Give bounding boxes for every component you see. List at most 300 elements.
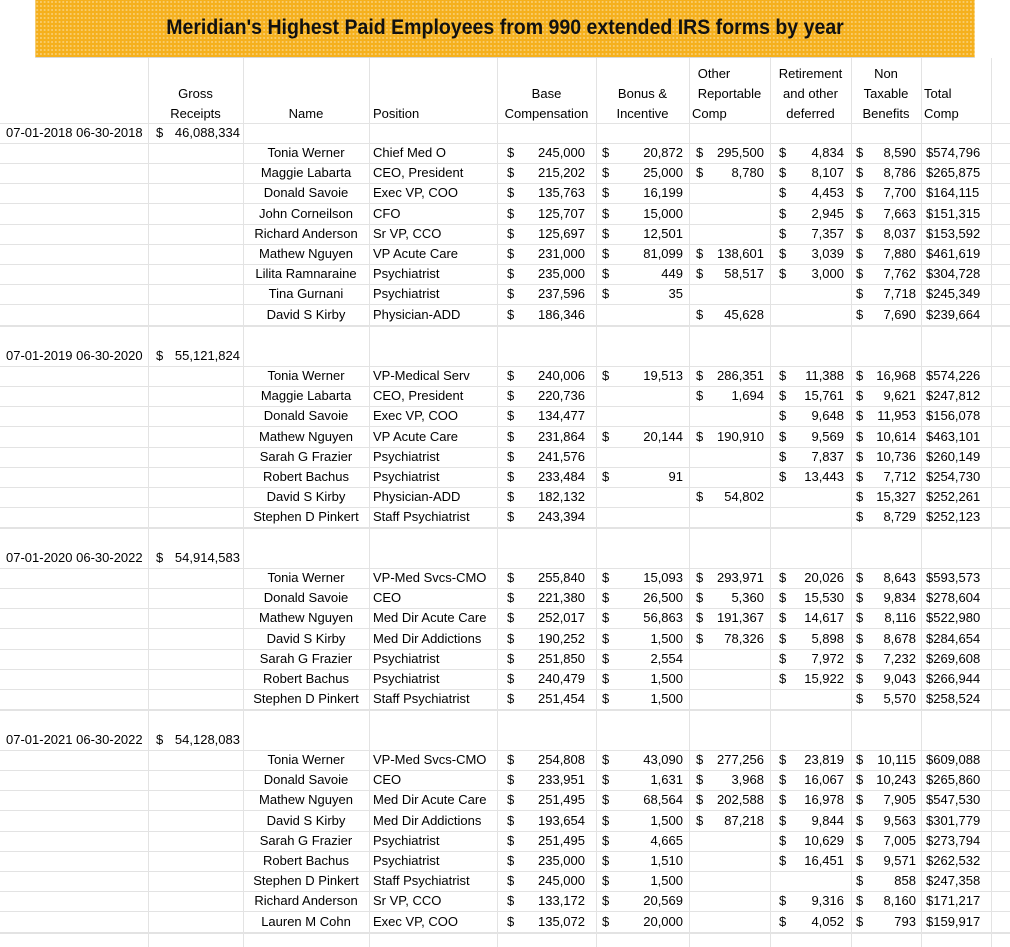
currency-sign: $ — [696, 590, 704, 605]
total-comp-value: $284,654 — [926, 631, 981, 646]
currency-sign: $ — [507, 671, 515, 686]
currency-sign: $ — [779, 266, 787, 281]
nontaxable-value: 7,232 — [883, 651, 916, 666]
employee-name: Mathew Nguyen — [259, 610, 353, 625]
currency-sign: $ — [156, 550, 164, 565]
base-comp-value: 237,596 — [538, 286, 585, 301]
header-nontax-2: Taxable — [863, 86, 909, 101]
base-comp-value: 135,763 — [538, 185, 585, 200]
currency-sign: $ — [856, 691, 864, 706]
total-comp-value: $266,944 — [926, 671, 981, 686]
employee-position: VP Acute Care — [373, 429, 459, 444]
currency-sign: $ — [856, 873, 864, 888]
retirement-value: 15,922 — [804, 671, 844, 686]
currency-sign: $ — [156, 732, 164, 747]
total-comp-value: $245,349 — [926, 286, 981, 301]
currency-sign: $ — [779, 388, 787, 403]
base-comp-value: 135,072 — [538, 914, 585, 929]
currency-sign: $ — [779, 631, 787, 646]
other-comp-value: 54,802 — [724, 489, 764, 504]
currency-sign: $ — [507, 651, 515, 666]
nontaxable-value: 8,678 — [883, 631, 916, 646]
bonus-value: 15,093 — [643, 570, 683, 585]
currency-sign: $ — [779, 570, 787, 585]
total-comp-value: $252,261 — [926, 489, 981, 504]
currency-sign: $ — [507, 449, 515, 464]
currency-sign: $ — [779, 914, 787, 929]
employee-name: Tonia Werner — [267, 752, 345, 767]
currency-sign: $ — [779, 813, 787, 828]
total-comp-value: $461,619 — [926, 246, 981, 261]
retirement-value: 16,067 — [804, 772, 844, 787]
currency-sign: $ — [696, 307, 704, 322]
base-comp-value: 235,000 — [538, 266, 585, 281]
currency-sign: $ — [856, 165, 864, 180]
currency-sign: $ — [507, 429, 515, 444]
nontaxable-value: 16,968 — [876, 368, 916, 383]
employee-name: Mathew Nguyen — [259, 792, 353, 807]
currency-sign: $ — [507, 185, 515, 200]
employee-position: Exec VP, COO — [373, 914, 459, 929]
header-other-2: Reportable — [697, 86, 762, 101]
total-comp-value: $547,530 — [926, 792, 981, 807]
currency-sign: $ — [602, 165, 610, 180]
currency-sign: $ — [507, 165, 515, 180]
employee-name: Tonia Werner — [267, 570, 345, 585]
base-comp-value: 125,707 — [538, 206, 585, 221]
currency-sign: $ — [602, 206, 610, 221]
bonus-value: 68,564 — [643, 792, 683, 807]
currency-sign: $ — [779, 590, 787, 605]
currency-sign: $ — [779, 772, 787, 787]
nontaxable-value: 8,590 — [883, 145, 916, 160]
currency-sign: $ — [602, 246, 610, 261]
bonus-value: 81,099 — [643, 246, 683, 261]
other-comp-value: 87,218 — [724, 813, 764, 828]
currency-sign: $ — [779, 853, 787, 868]
bonus-value: 1,500 — [650, 631, 683, 646]
base-comp-value: 133,172 — [538, 893, 585, 908]
currency-sign: $ — [696, 792, 704, 807]
base-comp-value: 251,495 — [538, 792, 585, 807]
currency-sign: $ — [696, 429, 704, 444]
currency-sign: $ — [779, 671, 787, 686]
currency-sign: $ — [507, 893, 515, 908]
total-comp-value: $574,796 — [926, 145, 981, 160]
currency-sign: $ — [507, 853, 515, 868]
employee-name: Sarah G Frazier — [259, 449, 353, 464]
retirement-value: 3,000 — [811, 266, 844, 281]
sheet-title: Meridian's Highest Paid Employees from 990 extended IRS forms by year — [35, 0, 974, 58]
currency-sign: $ — [507, 631, 515, 646]
employee-position: VP-Medical Serv — [373, 368, 470, 383]
currency-sign: $ — [602, 853, 610, 868]
currency-sign: $ — [779, 185, 787, 200]
retirement-value: 9,569 — [811, 429, 844, 444]
header-nontax-3: Benefits — [862, 106, 910, 121]
base-comp-value: 231,864 — [538, 429, 585, 444]
nontaxable-value: 7,905 — [883, 792, 916, 807]
employee-name: Donald Savoie — [263, 408, 349, 423]
employee-name: Robert Bachus — [263, 853, 349, 868]
currency-sign: $ — [507, 873, 515, 888]
currency-sign: $ — [779, 226, 787, 241]
base-comp-value: 190,252 — [538, 631, 585, 646]
retirement-value: 16,451 — [804, 853, 844, 868]
header-gross-2: Receipts — [170, 106, 221, 121]
employee-position: Med Dir Acute Care — [373, 610, 487, 625]
currency-sign: $ — [507, 833, 515, 848]
currency-sign: $ — [602, 671, 610, 686]
employee-position: Psychiatrist — [373, 266, 440, 281]
currency-sign: $ — [602, 691, 610, 706]
currency-sign: $ — [856, 570, 864, 585]
header-nontax-1: Non — [874, 66, 898, 81]
total-comp-value: $265,860 — [926, 772, 981, 787]
employee-name: Stephen D Pinkert — [253, 691, 359, 706]
employee-position: Physician-ADD — [373, 307, 461, 322]
currency-sign: $ — [507, 590, 515, 605]
employee-name: Sarah G Frazier — [259, 651, 353, 666]
header-bonus-1: Bonus & — [617, 86, 668, 101]
other-comp-value: 58,517 — [724, 266, 764, 281]
employee-position: Psychiatrist — [373, 671, 440, 686]
nontaxable-value: 9,043 — [883, 671, 916, 686]
currency-sign: $ — [779, 246, 787, 261]
total-comp-value: $171,217 — [926, 893, 981, 908]
currency-sign: $ — [507, 246, 515, 261]
header-ret-1: Retirement — [778, 66, 843, 81]
base-comp-value: 243,394 — [538, 509, 585, 524]
currency-sign: $ — [602, 286, 610, 301]
retirement-value: 10,629 — [804, 833, 844, 848]
other-comp-value: 8,780 — [731, 165, 764, 180]
nontaxable-value: 7,663 — [883, 206, 916, 221]
currency-sign: $ — [856, 226, 864, 241]
nontaxable-value: 11,953 — [877, 408, 916, 423]
header-name: Name — [288, 106, 324, 121]
currency-sign: $ — [696, 631, 704, 646]
nontaxable-value: 7,005 — [883, 833, 916, 848]
retirement-value: 4,453 — [811, 185, 844, 200]
currency-sign: $ — [696, 489, 704, 504]
nontaxable-value: 5,570 — [883, 691, 916, 706]
bonus-value: 20,569 — [643, 893, 683, 908]
employee-name: Tonia Werner — [267, 368, 345, 383]
currency-sign: $ — [779, 449, 787, 464]
retirement-value: 4,834 — [811, 145, 844, 160]
bonus-value: 35 — [668, 286, 683, 301]
currency-sign: $ — [779, 610, 787, 625]
currency-sign: $ — [602, 226, 610, 241]
bonus-value: 1,510 — [650, 853, 683, 868]
employee-position: CFO — [373, 206, 401, 221]
base-comp-value: 231,000 — [538, 246, 585, 261]
currency-sign: $ — [856, 833, 864, 848]
currency-sign: $ — [856, 792, 864, 807]
currency-sign: $ — [779, 165, 787, 180]
total-comp-value: $151,315 — [926, 206, 981, 221]
base-comp-value: 221,380 — [538, 590, 585, 605]
employee-position: VP-Med Svcs-CMO — [373, 752, 487, 767]
currency-sign: $ — [507, 752, 515, 767]
employee-name: Richard Anderson — [254, 226, 358, 241]
currency-sign: $ — [696, 165, 704, 180]
retirement-value: 11,388 — [805, 368, 844, 383]
currency-sign: $ — [856, 368, 864, 383]
total-comp-value: $304,728 — [926, 266, 981, 281]
base-comp-value: 241,576 — [538, 449, 585, 464]
total-comp-value: $164,115 — [926, 185, 980, 200]
currency-sign: $ — [856, 469, 864, 484]
currency-sign: $ — [602, 266, 610, 281]
retirement-value: 15,761 — [804, 388, 844, 403]
base-comp-value: 233,951 — [538, 772, 585, 787]
bonus-value: 1,500 — [650, 691, 683, 706]
other-comp-value: 190,910 — [717, 429, 764, 444]
currency-sign: $ — [856, 651, 864, 666]
employee-position: Exec VP, COO — [373, 408, 459, 423]
header-position: Position — [373, 106, 420, 121]
currency-sign: $ — [602, 792, 610, 807]
currency-sign: $ — [602, 914, 610, 929]
nontaxable-value: 10,243 — [876, 772, 916, 787]
retirement-value: 20,026 — [804, 570, 844, 585]
currency-sign: $ — [856, 408, 864, 423]
retirement-value: 7,972 — [811, 651, 844, 666]
employee-name: Donald Savoie — [263, 772, 349, 787]
currency-sign: $ — [856, 286, 864, 301]
currency-sign: $ — [696, 368, 704, 383]
currency-sign: $ — [779, 833, 787, 848]
employee-name: Robert Bachus — [263, 671, 349, 686]
nontaxable-value: 15,327 — [876, 489, 916, 504]
nontaxable-value: 9,621 — [883, 388, 916, 403]
period-label: 07-01-2019 06-30-2020 — [6, 348, 143, 363]
bonus-value: 16,199 — [643, 185, 683, 200]
employee-position: CEO, President — [373, 388, 464, 403]
currency-sign: $ — [856, 246, 864, 261]
header-total-1: Total — [924, 86, 952, 101]
currency-sign: $ — [856, 772, 864, 787]
employee-name: Lilita Ramnaraine — [255, 266, 357, 281]
total-comp-value: $265,875 — [926, 165, 981, 180]
currency-sign: $ — [779, 145, 787, 160]
base-comp-value: 215,202 — [538, 165, 585, 180]
total-comp-value: $593,573 — [926, 570, 981, 585]
currency-sign: $ — [696, 246, 704, 261]
nontaxable-value: 10,115 — [877, 752, 916, 767]
employee-position: Med Dir Addictions — [373, 631, 482, 646]
currency-sign: $ — [507, 570, 515, 585]
employee-name: David S Kirby — [266, 307, 346, 322]
bonus-value: 43,090 — [643, 752, 683, 767]
other-comp-value: 138,601 — [717, 246, 764, 261]
currency-sign: $ — [856, 266, 864, 281]
currency-sign: $ — [602, 772, 610, 787]
nontaxable-value: 7,762 — [883, 266, 916, 281]
retirement-value: 7,357 — [811, 226, 844, 241]
currency-sign: $ — [856, 185, 864, 200]
currency-sign: $ — [856, 509, 864, 524]
nontaxable-value: 9,571 — [883, 853, 916, 868]
bonus-value: 19,513 — [643, 368, 683, 383]
header-ret-3: deferred — [786, 106, 835, 121]
other-comp-value: 191,367 — [717, 610, 764, 625]
currency-sign: $ — [696, 570, 704, 585]
currency-sign: $ — [856, 631, 864, 646]
retirement-value: 7,837 — [811, 449, 844, 464]
retirement-value: 3,039 — [811, 246, 844, 261]
currency-sign: $ — [856, 307, 864, 322]
total-comp-value: $153,592 — [926, 226, 981, 241]
other-comp-value: 5,360 — [731, 590, 764, 605]
currency-sign: $ — [779, 408, 787, 423]
base-comp-value: 134,477 — [538, 408, 585, 423]
employee-name: Stephen D Pinkert — [253, 509, 359, 524]
currency-sign: $ — [856, 813, 864, 828]
bonus-value: 26,500 — [643, 590, 683, 605]
other-comp-value: 293,971 — [717, 570, 764, 585]
currency-sign: $ — [507, 307, 515, 322]
retirement-value: 9,648 — [811, 408, 844, 423]
total-comp-value: $247,358 — [926, 873, 981, 888]
total-comp-value: $260,149 — [926, 449, 981, 464]
header-total-2: Comp — [924, 106, 959, 121]
base-comp-value: 245,000 — [538, 873, 585, 888]
currency-sign: $ — [856, 145, 864, 160]
employee-position: Psychiatrist — [373, 833, 440, 848]
currency-sign: $ — [602, 469, 610, 484]
employee-name: Mathew Nguyen — [259, 429, 353, 444]
nontaxable-value: 858 — [894, 873, 916, 888]
total-comp-value: $252,123 — [926, 509, 981, 524]
retirement-value: 4,052 — [811, 914, 844, 929]
currency-sign: $ — [779, 651, 787, 666]
currency-sign: $ — [779, 206, 787, 221]
currency-sign: $ — [779, 893, 787, 908]
currency-sign: $ — [156, 348, 164, 363]
nontaxable-value: 8,643 — [883, 570, 916, 585]
employee-name: Maggie Labarta — [260, 388, 352, 403]
currency-sign: $ — [602, 368, 610, 383]
bonus-value: 2,554 — [650, 651, 683, 666]
employee-name: John Corneilson — [259, 206, 353, 221]
currency-sign: $ — [507, 368, 515, 383]
retirement-value: 9,316 — [811, 893, 844, 908]
currency-sign: $ — [856, 752, 864, 767]
nontaxable-value: 9,563 — [883, 813, 916, 828]
nontaxable-value: 8,160 — [883, 893, 916, 908]
nontaxable-value: 7,712 — [883, 469, 916, 484]
currency-sign: $ — [507, 509, 515, 524]
employee-position: Sr VP, CCO — [373, 226, 442, 241]
currency-sign: $ — [507, 388, 515, 403]
bonus-value: 4,665 — [650, 833, 683, 848]
retirement-value: 13,443 — [804, 469, 844, 484]
gross-receipts-value: 55,121,824 — [174, 348, 240, 363]
currency-sign: $ — [507, 610, 515, 625]
nontaxable-value: 8,116 — [884, 610, 916, 625]
employee-name: Robert Bachus — [263, 469, 349, 484]
total-comp-value: $247,812 — [926, 388, 981, 403]
employee-name: Lauren M Cohn — [261, 914, 351, 929]
retirement-value: 8,107 — [811, 165, 844, 180]
bonus-value: 91 — [668, 469, 683, 484]
currency-sign: $ — [507, 691, 515, 706]
gross-receipts-value: 46,088,334 — [174, 125, 240, 140]
total-comp-value: $574,226 — [926, 368, 981, 383]
other-comp-value: 3,968 — [731, 772, 764, 787]
employee-position: CEO, President — [373, 165, 464, 180]
retirement-value: 23,819 — [804, 752, 844, 767]
currency-sign: $ — [856, 610, 864, 625]
retirement-value: 9,844 — [811, 813, 844, 828]
employee-position: Staff Psychiatrist — [373, 873, 470, 888]
currency-sign: $ — [856, 388, 864, 403]
currency-sign: $ — [856, 853, 864, 868]
bonus-value: 449 — [661, 266, 683, 281]
employee-position: Physician-ADD — [373, 489, 461, 504]
currency-sign: $ — [696, 266, 704, 281]
employee-name: David S Kirby — [266, 631, 346, 646]
bonus-value: 1,500 — [650, 813, 683, 828]
total-comp-value: $273,794 — [926, 833, 981, 848]
employee-position: Staff Psychiatrist — [373, 691, 470, 706]
nontaxable-value: 10,736 — [876, 449, 916, 464]
employee-position: Psychiatrist — [373, 651, 440, 666]
base-comp-value: 240,006 — [538, 368, 585, 383]
bonus-value: 1,500 — [650, 671, 683, 686]
base-comp-value: 254,808 — [538, 752, 585, 767]
gross-receipts-value: 54,128,083 — [174, 732, 240, 747]
currency-sign: $ — [856, 489, 864, 504]
header-other-3: Comp — [692, 106, 727, 121]
currency-sign: $ — [602, 873, 610, 888]
bonus-value: 12,501 — [643, 226, 683, 241]
retirement-value: 5,898 — [811, 631, 844, 646]
employee-position: Staff Psychiatrist — [373, 509, 470, 524]
other-comp-value: 45,628 — [724, 307, 764, 322]
currency-sign: $ — [779, 368, 787, 383]
employee-position: Psychiatrist — [373, 286, 440, 301]
bonus-value: 1,500 — [650, 873, 683, 888]
base-comp-value: 255,840 — [538, 570, 585, 585]
retirement-value: 15,530 — [804, 590, 844, 605]
retirement-value: 14,617 — [804, 610, 844, 625]
bonus-value: 56,863 — [643, 610, 683, 625]
base-comp-value: 125,697 — [538, 226, 585, 241]
nontaxable-value: 8,729 — [883, 509, 916, 524]
employee-position: Med Dir Acute Care — [373, 792, 487, 807]
period-label: 07-01-2020 06-30-2022 — [6, 550, 143, 565]
currency-sign: $ — [602, 752, 610, 767]
base-comp-value: 193,654 — [538, 813, 585, 828]
nontaxable-value: 10,614 — [876, 429, 916, 444]
bonus-value: 1,631 — [650, 772, 683, 787]
currency-sign: $ — [507, 772, 515, 787]
header-bonus-2: Incentive — [616, 106, 669, 121]
header-ret-2: and other — [783, 86, 838, 101]
other-comp-value: 202,588 — [717, 792, 764, 807]
currency-sign: $ — [779, 792, 787, 807]
period-label: 07-01-2021 06-30-2022 — [6, 732, 143, 747]
currency-sign: $ — [779, 429, 787, 444]
base-comp-value: 235,000 — [538, 853, 585, 868]
nontaxable-value: 7,718 — [883, 286, 916, 301]
employee-position: Sr VP, CCO — [373, 893, 442, 908]
nontaxable-value: 7,880 — [883, 246, 916, 261]
